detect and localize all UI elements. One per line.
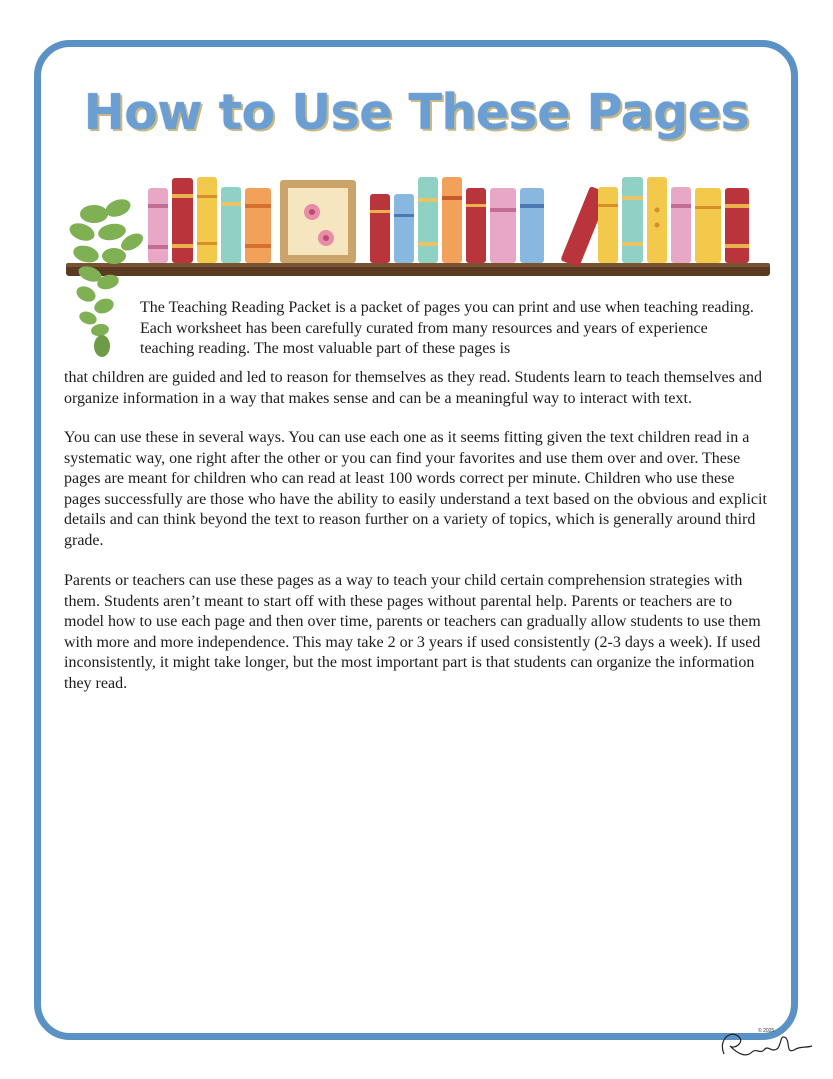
signature-logo: [716, 1024, 816, 1064]
copyright-text: © 2025: [758, 1028, 775, 1034]
framed-flower-picture: [280, 180, 356, 263]
page-title: How to Use These Pages: [83, 84, 750, 141]
parents-teachers-paragraph: Parents or teachers can use these pages as a way to teach your child certain comprehension strategies with them. Students aren’t meant to start off with these pages without parental help. Parents or teachers are to model how to use each page and then over time, parents or teachers can gradually allow students to use them with more and more independence. This may take 2 or 3 years if used consistently (2-3 days a week). If used inconsistently, it might take longer, but the most important part is that students can organize the information they read.: [64, 572, 761, 692]
intro-paragraph: The Teaching Reading Packet is a packet of pages you can print and use when teaching reading. Each worksheet has been carefully curated from many resources and years of experience teaching reading. The most valuable part of these pages is: [140, 299, 754, 357]
books-right: [560, 177, 749, 268]
intro-paragraph-continued: that children are guided and led to reason for themselves as they read. Students learn to teach themselves and organize information in a way that makes sense and can be a meaningful way to interact with text.: [64, 369, 762, 407]
hanging-plant-icon: [67, 196, 146, 357]
books-left: [148, 177, 271, 263]
books-middle: [370, 177, 544, 263]
usage-paragraph: You can use these in several ways. You can use each one as it seems fitting given the text children read in a systematic way, one right after the other or you can find your favorites and use them over and over. These pages are meant for children who can read at least 100 words correct per minute. Children who use these pages successfully are those who have the ability to easily understand a text based on the obvious and explicit details and can think beyond the text to reason further on a variety of topics, which is generally around third grade.: [64, 429, 767, 549]
